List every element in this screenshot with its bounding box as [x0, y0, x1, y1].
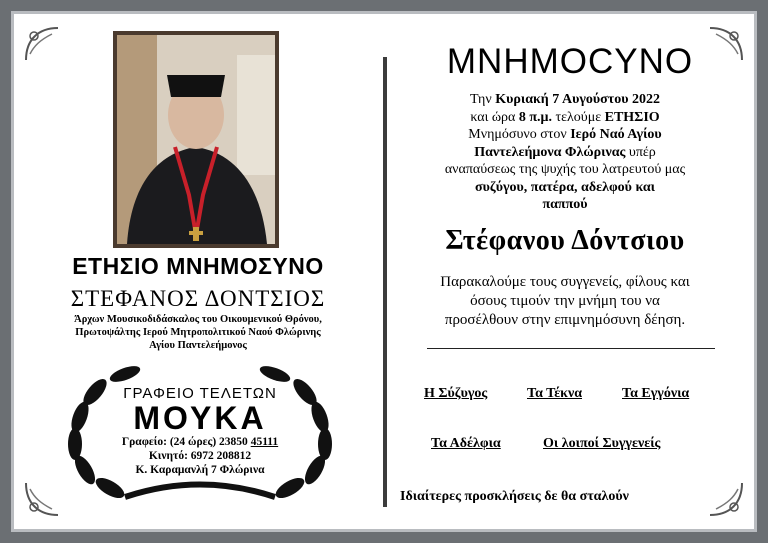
role-line: Πρωτοψάλτης Ιερού Μητροπολιτικού Ναού Φλώρινης — [75, 327, 321, 338]
funeral-home-name: ΜΟΥΚΑ — [133, 400, 267, 436]
portrait-figure-icon — [117, 35, 275, 244]
announcement-line: Μνημόσυνο στον Ιερό Ναό Αγίου — [468, 127, 662, 142]
horizontal-divider — [427, 348, 715, 349]
announcement-line: Την Κυριακή 7 Αυγούστου 2022 — [470, 92, 660, 107]
relative-siblings: Τα Αδέλφια — [431, 436, 501, 451]
relative-others: Οι λοιποί Συγγενείς — [543, 436, 661, 451]
corner-ornament-bottom-right-icon — [706, 479, 746, 519]
role-line: Αγίου Παντελεήμονος — [149, 340, 247, 351]
funeral-home-address: Κ. Καραμανλή 7 Φλώρινα — [135, 464, 265, 476]
relative-children: Τα Τέκνα — [527, 386, 583, 401]
invitation-line: Παρακαλούμε τους συγγενείς, φίλους και — [440, 274, 690, 290]
announcement-line: Παντελεήμονα Φλώρινας υπέρ — [474, 144, 656, 160]
right-heading: ΜΝΗΜΟCΥΝΟ — [446, 42, 694, 81]
corner-ornament-top-left-icon — [22, 24, 62, 64]
funeral-home-line1: ΓΡΑΦΕΙΟ ΤΕΛΕΤΩΝ — [123, 385, 277, 402]
relative-spouse: Η Σύζυγος — [424, 386, 488, 401]
portrait-photo — [113, 31, 279, 248]
announcement-line: αναπαύσεως της ψυχής του λατρευτού μας — [444, 162, 686, 177]
announcement-line: συζύγου, πατέρα, αδελφού και — [475, 179, 655, 195]
invitation-line: όσους τιμούν την μνήμη του να — [470, 293, 660, 309]
announcement — [395, 91, 735, 214]
funeral-home-mobile: Κινητό: 6972 208812 — [148, 450, 252, 462]
announcement-line: παππού — [542, 197, 588, 212]
vertical-divider — [383, 57, 387, 507]
announcement-line: και ώρα 8 π.μ. τελούμε ΕΤΗΣΙΟ — [470, 109, 660, 125]
office-label: Γραφείο: (24 ώρες) 23850 — [121, 436, 251, 448]
left-roles — [38, 313, 358, 352]
footer-note: Ιδιαίτερες προσκλήσεις δε θα σταλούν — [400, 489, 629, 504]
invitation — [395, 273, 735, 330]
deceased-name: Στέφανου Δόντσιου — [445, 225, 685, 256]
left-title: ΕΤΗΣΙΟ ΜΝΗΜΟΣΥΝΟ — [72, 253, 324, 279]
invitation-line: προσέλθουν στην επιμνημόσυνη δέηση. — [444, 312, 686, 328]
relative-grandchildren: Τα Εγγόνια — [622, 386, 690, 401]
role-line: Άρχων Μουσικοδιδάσκαλος του Οικουμενικού Θρόνου, — [74, 314, 322, 325]
office-number-tail: 45111 — [250, 436, 279, 448]
left-name: ΣΤΕΦΑΝΟΣ ΔΟΝΤΣΙΟΣ — [70, 286, 326, 311]
funeral-home-office — [92, 436, 308, 448]
